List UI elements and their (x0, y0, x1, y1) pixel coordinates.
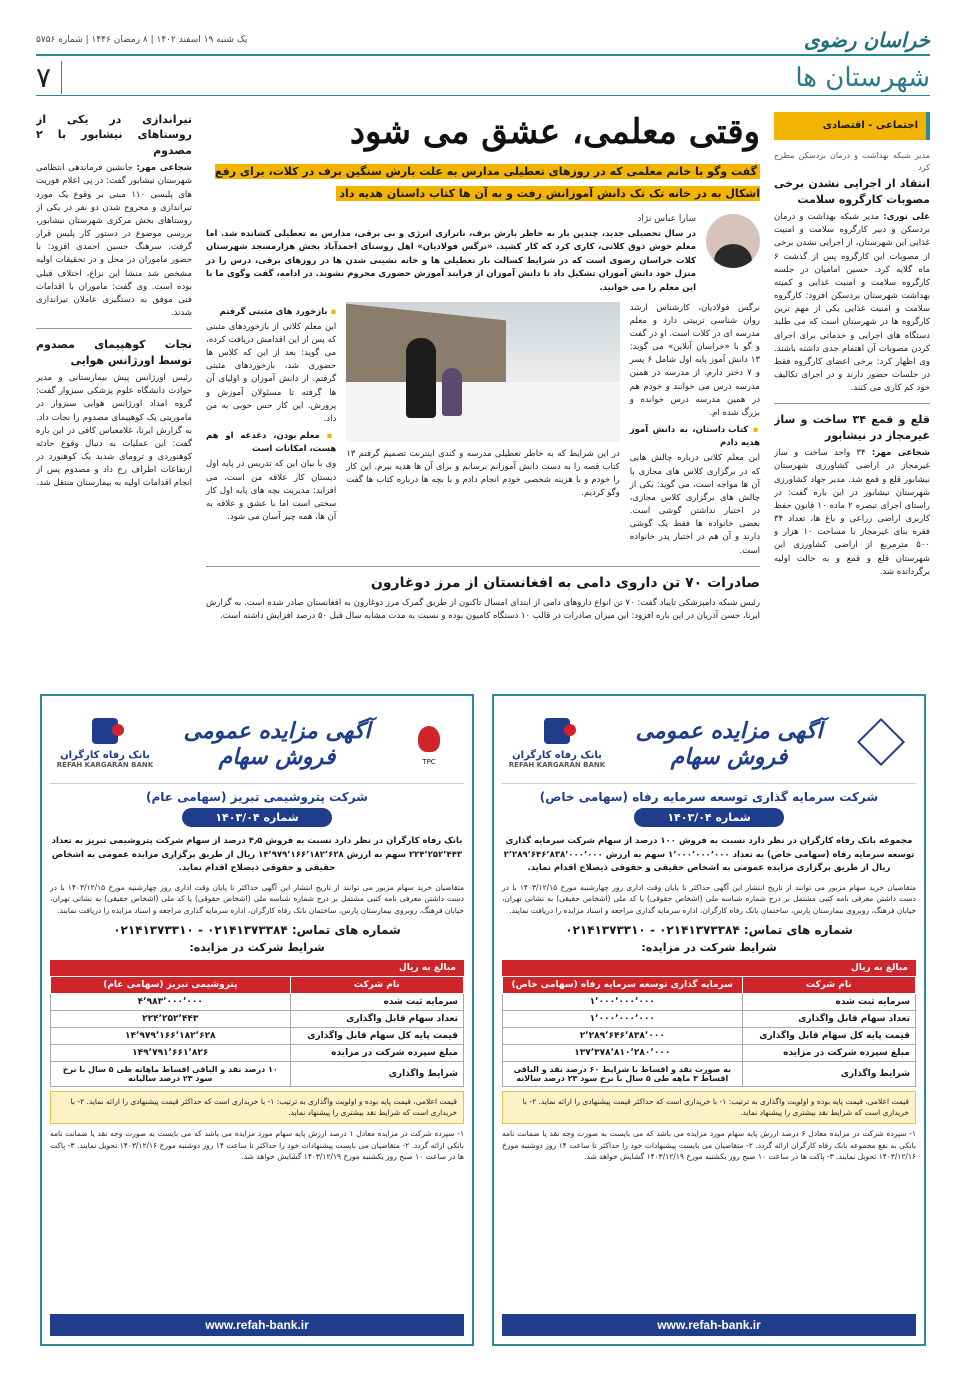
ad-title: آگهی مزایده عمومی فروش سهام (183, 717, 371, 770)
company-name: شرکت سرمایه گذاری توسعه سرمایه رفاه (سهامی خاص) (539, 790, 879, 804)
article-body (206, 302, 760, 558)
ad-website-link[interactable]: www.refah-bank.ir (50, 1314, 464, 1336)
story-title: تیراندازی در یکی از روستاهای نیشابور با ۲ مصدوم (36, 113, 192, 157)
story-title: قلع و قمع ۳۴ ساخت و ساز غیرمجاز در نیشابور (774, 413, 930, 442)
bank-logo-icon (92, 718, 118, 744)
bank-logo: بانک رفاه کارگران REFAH KARGARAN BANK (502, 718, 612, 769)
table-row: مبلغ سپرده شرکت در مزایده ۱۳۷٬۳۷۸٬۸۱۰٬۲۸۰٬۰۰۰ (503, 1044, 916, 1061)
divider (206, 566, 760, 567)
newspaper-logo: خراسان رضوی (803, 28, 930, 52)
masthead (36, 26, 930, 56)
author-name: سارا عباس نژاد (637, 213, 696, 224)
table-row: شرایط واگذاری ۱۰ درصد نقد و الباقی اقساط ماهانه طی ۵ سال با نرخ سود ۲۳ درصد سالیانه (51, 1061, 464, 1086)
category-tag: اجتماعی - اقتصادی (774, 112, 930, 140)
article-photo-column: در این شرایط که به خاطر تعطیلی مدرسه و کندی اینترنت تصمیم گرفتم ۱۳ کتاب قصه را به دست دانش آموزانم برسانم و برای آن ها هدیه ببرم. این کار را خودم و با هزینه شخصی خودم انجام دادم و با بچه ها درباره کتاب ها گفت وگو کردیم. (346, 302, 620, 558)
story-body: شجاعی مهر: ۳۴ واحد ساخت و ساز غیرمجاز در اراضی کشاورزی شهرستان نیشابور قلع و قمع شد. مدیر جهاد کشاورزی شهرستان نیشابور در این باره گفت: در راستای اجرای تبصره ۲ ماده ۱۰ قانون حفظ کاربری اراضی زراعی و باغ ها، تعداد ۳۴ فقره بنای غیرمجاز با مساحت ۱۰ هزار و ۵۰۰ مترمربع از اراضی کشاورزی این شهرستان قلع و قمع و به حالت اولیه برگردانده شد. (774, 448, 930, 577)
student-figure (442, 368, 462, 416)
dateline: یک شنبه ۱۹ اسفند ۱۴۰۲ | ۸ رمضان ۱۴۴۶ | شماره ۵۷۵۶ (36, 35, 248, 45)
ad-table: نام شرکت سرمایه گذاری توسعه سرمایه رفاه (سهامی خاص) سرمایه ثبت شده ۱٬۰۰۰٬۰۰۰٬۰۰۰ تعداد سهام قابل واگذاری ۱٬۰۰۰٬۰۰۰٬۰۰۰ قیمت پایه کل سهام قابل واگذاری ۲٬۲۸۹٬۶۴۶٬۸۳۸٬۰۰۰ مبلغ سپرده شرکت در مزایده ۱۳۷٬۳۷۸٬۸۱۰٬۲۸۰٬۰۰۰ شرایط واگذاری به صورت نقد و اقساط با شرایط ۶۰ درصد نقد و الباقی اقساط ۳ ماهه طی ۵ سال با نرخ سود ۲۳ درصد سالانه (502, 976, 916, 1087)
story-kicker: مدیر شبکه بهداشت و درمان بردسکن مطرح کرد (774, 150, 930, 172)
ad-notes: قیمت اعلامی، قیمت پایه بوده و اولویت واگذاری به ترتیب: ۱- با خریداری است که حداکثر قیمت پیشنهادی را ارائه نماید. ۲- با خریداری است که شرایط نقد بیشتری را پیشنهاد نماید. (50, 1091, 464, 1124)
table-row: سرمایه ثبت شده ۱٬۰۰۰٬۰۰۰٬۰۰۰ (503, 993, 916, 1010)
article-photo (346, 302, 620, 442)
story-body: رئیس اورژانس پیش بیمارستانی و مدیر حوادث دانشگاه علوم پزشکی سبزوار گفت: گروه امداد اورژانس هوایی سبزوار در ماموریتی یک کوهپیمای مصدوم را نجات داد. به گزارش ایرنا، غلامعباس کافی در این باره گفت: این عملیات به دنبال وقوع حادثه کوهنوردی و ترومای شدید یک کوهنورد در ارتفاعات اطراف رخ داد و مصدوم پس از انجام اقدامات اولیه به بیمارستان منتقل شد. (36, 373, 192, 489)
ad-table: نام شرکت پتروشیمی تبریز (سهامی عام) سرمایه ثبت شده ۴٬۹۸۳٬۰۰۰٬۰۰۰ تعداد سهام قابل واگذاری ۲۲۴٬۲۵۲٬۴۴۳ قیمت پایه کل سهام قابل واگذاری ۱۴٬۹۷۹٬۱۶۶٬۱۸۲٬۶۲۸ مبلغ سپرده شرکت در مزایده ۱۴۹٬۷۹۱٬۶۶۱٬۸۲۶ شرایط واگذاری ۱۰ درصد نقد و الباقی اقساط ماهانه طی ۵ سال با نرخ سود ۲۳ درصد سالیانه (50, 976, 464, 1087)
main-article (206, 112, 760, 680)
ad-body: متقاضیان خرید سهام مزبور می توانند از تاریخ انتشار این آگهی حداکثر تا پایان وقت اداری روز چهارشنبه مورخ ۱۴۰۳/۱۲/۱۵ با در دست داشتن معرفی نامه کتبی مشتمل بر درج شماره شناسه ملی (اشخاص حقوقی) یا کد ملی (اشخاص حقیقی) به نشانی تهران، خیابان فرهنگ، روبروی بیمارستان پارس، ساختمان بانک رفاه کارگران، اداره سرمایه گذاری مراجعه و اسناد مزایده را دریافت نمایند. (502, 882, 916, 916)
subheadline: گفت وگو با خانم معلمی که در روزهای تعطیلی مدارس به علت بارش سنگین برف در کلات، برای رفع اشکال به در خانه تک تک دانش آموزانش رفت و به آن ها کتاب داستان هدیه داد (214, 165, 760, 200)
article-intro: در سال تحصیلی جدید، چندین بار به خاطر بارش برف، ناترازی انرژی و بی برقی، مدارس به تعطیلی کشانده شد. اما معلم خوش ذوق کلاتی، کاری کرد که کار کشید. «نرگس فولادیان» اهل روستای احمدآباد بخش هزارمسجد شهرستان کلات خراسان رضوی است که در شرایط کسالت بار تعطیلی ها و خانه نشینی شدن ها در روزهای برفی، درس را در منزل خود دانش آموزان تشکیل داد تا دانش آموزان از فرایند آموزش حضوری محروم نشوند. در ادامه، گفت وگوی ما با این معلم را می خوانید. (206, 228, 696, 293)
inner-heading: ▪ بازخورد های مثبتی گرفتم (206, 306, 336, 319)
bank-logo: بانک رفاه کارگران REFAH KARGARAN BANK (50, 718, 160, 769)
inner-heading: ▪ معلم بودن، دغدغه او هم هست، امکانات است (206, 430, 336, 456)
table-row: تعداد سهام قابل واگذاری ۱٬۰۰۰٬۰۰۰٬۰۰۰ (503, 1010, 916, 1027)
ad-terms: ۱- سپرده شرکت در مزایده معادل ۱ درصد ارزش پایه سهام مورد مزایده می باشد که می بایست به صورت وجه نقد یا ضمانت نامه بانکی ارائه گردد. ۲- متقاضیان می بایست پیشنهادات خود را حداکثر تا ساعت ۱۴ روز دوشنبه مورخ ۱۴۰۳/۱۲/۱۶ تحویل نمایند. ۳- پاکت ها در ساعت ۱۰ صبح روز یکشنبه مورخ ۱۴۰۳/۱۲/۱۹ گشایش خواهد شد. (50, 1128, 465, 1162)
article-column: نرگس فولادیان، کارشناس ارشد روان شناسی تربیتی دارد و معلم مدرسه ای در کلات است. او در گفت و گو با «خراسان آنلاین» می گوید: ۱۳ دانش آموز پایه اول شامل ۶ پسر و ۷ دختر دارم. از مدرسه در همین مدرسه درس می خوانند و خودم هم در همین مدرسه درس خوانده و بزرگ شده ام. ▪ کتاب داستان، به دانش آموز هدیه دادم این معلم کلاتی درباره چالش هایی که در برگزاری کلاس های مجازی با آن ها مواجه است، می گوید: یکی از چالش های برگزاری کلاس مجازی، در اختیار نداشتن گوشی است. بعضی خانواده ها فقط یک گوشی دارند و آن هم در اختیار پدر خانواده است. (630, 302, 760, 558)
advertisement-refah-investment (492, 694, 926, 1346)
ad-phone: شماره های تماس: ۰۲۱۴۱۳۷۳۳۸۴ - ۰۲۱۴۱۳۷۳۳۱۰ (565, 922, 853, 937)
divider (774, 403, 930, 404)
ad-number: شماره ۱۴۰۳/۰۴ (634, 808, 784, 827)
ad-conditions-label: شرایط شرکت در مزایده: (189, 940, 325, 954)
advertisement-tabriz-petrochemical (40, 694, 474, 1346)
section-title: شهرستان ها (795, 62, 930, 93)
company-mark-icon (857, 717, 905, 765)
table-row: قیمت پایه کل سهام قابل واگذاری ۲٬۲۸۹٬۶۴۶٬۸۳۸٬۰۰۰ (503, 1027, 916, 1044)
story-title: نجات کوهپیمای مصدوم توسط اورژانس هوایی (36, 338, 192, 367)
ad-body: متقاضیان خرید سهام مزبور می توانند از تاریخ انتشار این آگهی حداکثر تا پایان وقت اداری روز چهارشنبه مورخ ۱۴۰۳/۱۲/۱۵ با در دست داشتن معرفی نامه کتبی مشتمل بر درج شماره شناسه ملی (اشخاص حقوقی) یا کد ملی (اشخاص حقیقی) به نشانی تهران، خیابان فرهنگ، روبروی بیمارستان پارس، ساختمان بانک رفاه کارگران، اداره سرمایه گذاری مراجعه و اسناد مزایده را دریافت نمایند. (50, 882, 464, 916)
story-title: انتقاد از اجرایی نشدن برخی مصوبات کارگروه سلامت (774, 177, 930, 206)
table-row: شرایط واگذاری به صورت نقد و اقساط با شرایط ۶۰ درصد نقد و الباقی اقساط ۳ ماهه طی ۵ سال با نرخ سود ۲۳ درصد سالانه (503, 1061, 916, 1086)
ad-lead: بانک رفاه کارگران در نظر دارد نسبت به فروش ۴٫۵ درصد از سهام شرکت پتروشیمی تبریز به تعداد ۲۲۴٬۲۵۲٬۴۴۳ سهم به ارزش ۱۴٬۹۷۹٬۱۶۶٬۱۸۲٬۶۲۸ ریال از طریق برگزاری مزایده عمومی به اشخاص حقیقی و حقوقی ذیصلاح اقدام نماید. (51, 836, 463, 874)
table-row: تعداد سهام قابل واگذاری ۲۲۴٬۲۵۲٬۴۴۳ (51, 1010, 464, 1027)
ad-number: شماره ۱۴۰۳/۰۴ (182, 808, 332, 827)
story-body: شجاعی مهر: جانشین فرماندهی انتظامی شهرستان نیشابور گفت: در پی اعلام فوریت های پلیسی ۱۱۰ مبنی بر وقوع یک مورد تیراندازی و مجروح شدن دو نفر در یکی از روستاهای بخش مرکزی شهرستان نیشابور، بررسی موضوع در دستور کار پلیس قرار گرفت. سرهنگ حسین احمدی افزود: با حضور ماموران در محل و در تحقیقات اولیه مشخص شد منشا این نزاع، اختلاف قبلی بوده است. وی گفت: ماموران با اقدامات فنی موفق به دستگیری عاملان تیراندازی شدند. (36, 163, 192, 319)
ad-website-link[interactable]: www.refah-bank.ir (502, 1314, 916, 1336)
table-row: سرمایه ثبت شده ۴٬۹۸۳٬۰۰۰٬۰۰۰ (51, 993, 464, 1010)
left-column (36, 112, 192, 680)
story-title: صادرات ۷۰ تن داروی دامی به افغانستان از مرز دوغارون (370, 574, 760, 591)
flame-icon (418, 726, 440, 752)
company-name: شرکت پتروشیمی تبریز (سهامی عام) (146, 790, 368, 804)
page-number: ۷ (36, 61, 62, 94)
table-row: قیمت پایه کل سهام قابل واگذاری ۱۴٬۹۷۹٬۱۶۶٬۱۸۲٬۶۲۸ (51, 1027, 464, 1044)
story-body: رئیس شبکه دامپزشکی تایباد گفت: ۷۰ تن انواع داروهای دامی از ابتدای امسال تاکنون از طریق گمرک مرز دوغارون به افغانستان صادر شده است. به گزارش ایرنا، حسن آذریان در این باره افزود: این میزان صادرات در قالب ۱۰ دستگاه کامیون بوده و نسبت به مدت مشابه سال قبل ۵۰ درصد افزایش داشته است. (206, 597, 760, 621)
table-row: مبلغ سپرده شرکت در مزایده ۱۴۹٬۷۹۱٬۶۶۱٬۸۲۶ (51, 1044, 464, 1061)
inner-heading: ▪ کتاب داستان، به دانش آموز هدیه دادم (630, 424, 760, 450)
ad-title: آگهی مزایده عمومی فروش سهام (635, 717, 823, 770)
ad-conditions-label: شرایط شرکت در مزایده: (641, 940, 777, 954)
right-column (774, 112, 930, 680)
headline: وقتی معلمی، عشق می شود (349, 112, 760, 152)
table-title: مبالغ به ریال (502, 960, 916, 976)
article-column: ▪ بازخورد های مثبتی گرفتم این معلم کلاتی از بازخوردهای مثبتی که پس از این اقدامش دریافت کرده، می گوید: بعد از این که کلاس ها حضوری شد، بازخوردهای مثبتی گرفتم. از دانش آموزان و اولیای آن ها گرفته تا مسئولان آموزش و پرورش. این کار حس خوبی به من داد. ▪ معلم بودن، دغدغه او هم هست، امکانات است وی با بیان این که تدریس در پایه اول دبستان کار علاقه من است، می افزاید: مدیریت بچه های پایه اول کار سختی است اما با عشق و علاقه به آن ها، همه چیز آسان می شود. (206, 302, 336, 558)
company-logo (846, 721, 916, 767)
ad-terms: ۱- سپرده شرکت در مزایده معادل ۶ درصد ارزش پایه سهام مورد مزایده می باشد که می بایست به صورت وجه نقد یا ضمانت نامه بانکی به نفع مجموعه بانک رفاه کارگران ارائه گردد. ۲- متقاضیان می بایست پیشنهادات خود را حداکثر تا ساعت ۱۴ روز دوشنبه مورخ ۱۴۰۳/۱۲/۱۶ تحویل نمایند. ۳- پاکت ها در ساعت ۱۰ صبح روز یکشنبه مورخ ۱۴۰۳/۱۲/۱۹ گشایش خواهد شد. (502, 1128, 917, 1162)
company-logo: TPC (394, 722, 464, 766)
section-header (36, 60, 930, 96)
story-body: علی نوری: مدیر شبکه بهداشت و درمان بردسکن و دبیر کارگروه سلامت و امنیت غذایی این شهرستان، از اجرایی نشدن برخی از مصوبات این کارگروه پس از گذشت ۶ ماه گلایه کرد. حسین امامیان در جلسه کارگروه سلامت و امنیت غذایی و کمیته بهداشت شهرستان بردسکن افزود: کارگروه سلامت و امنیت غذایی یکی از مهم ترین کارگروه ها در شهرستان است که می طلبد دستگاه های اجرایی و خدماتی برای اجرای کردن مصوبات آن اهتمام جدی داشته باشند. وی اظهار کرد: برخی اعضای کارگروه فقط در جلسات حضور دارند و در اجرای تکالیف خود کم کاری می کنند. (774, 212, 930, 394)
byline (206, 214, 760, 296)
teacher-figure (406, 338, 436, 418)
author-photo (706, 214, 760, 268)
ad-phone: شماره های تماس: ۰۲۱۴۱۳۷۳۳۸۴ - ۰۲۱۴۱۳۷۳۳۱۰ (113, 922, 401, 937)
bank-logo-icon (544, 718, 570, 744)
ad-lead: مجموعه بانک رفاه کارگران در نظر دارد نسبت به فروش ۱۰۰ درصد از سهام شرکت سرمایه گذاری توسعه سرمایه رفاه (سهامی خاص) به تعداد ۱٬۰۰۰٬۰۰۰٬۰۰۰ سهم به ارزش ۲٬۲۸۹٬۶۴۶٬۸۳۸٬۰۰۰٬۰۰۰ ریال از طریق برگزاری مزایده عمومی به اشخاص حقیقی و حقوقی ذیصلاح اقدام نماید. (503, 836, 915, 874)
divider (36, 328, 192, 329)
ad-notes: قیمت اعلامی، قیمت پایه بوده و اولویت واگذاری به ترتیب: ۱- با خریداری است که حداکثر قیمت پیشنهادی را ارائه نماید. ۲- با خریداری است که شرایط نقد بیشتری را پیشنهاد نماید. (502, 1091, 916, 1124)
table-title: مبالغ به ریال (50, 960, 464, 976)
